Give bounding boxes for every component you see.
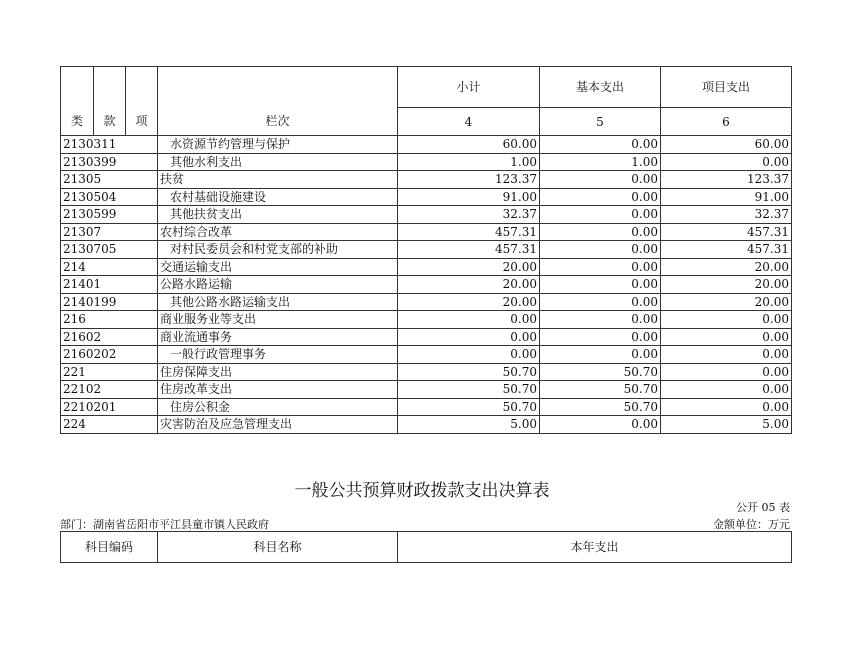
row-code: 22102 [61, 381, 158, 399]
row-name: 农村综合改革 [158, 223, 398, 241]
row-project: 457.31 [661, 241, 792, 259]
row-project: 0.00 [661, 311, 792, 329]
row-basic: 0.00 [540, 171, 661, 189]
row-name: 公路水路运输 [158, 276, 398, 294]
row-code: 214 [61, 258, 158, 276]
row-code: 2210201 [61, 398, 158, 416]
row-basic: 50.70 [540, 381, 661, 399]
row-name: 一般行政管理事务 [158, 346, 398, 364]
row-project: 123.37 [661, 171, 792, 189]
row-code: 2130599 [61, 206, 158, 224]
row-subtotal: 0.00 [398, 328, 540, 346]
row-name: 住房改革支出 [158, 381, 398, 399]
row-basic: 0.00 [540, 276, 661, 294]
row-subtotal: 123.37 [398, 171, 540, 189]
row-basic: 50.70 [540, 398, 661, 416]
header-blank-name [158, 67, 398, 108]
row-project: 457.31 [661, 223, 792, 241]
header-row-2 [61, 108, 792, 136]
table-row [61, 171, 792, 189]
row-project: 0.00 [661, 381, 792, 399]
row-name: 商业服务业等支出 [158, 311, 398, 329]
row-basic: 0.00 [540, 223, 661, 241]
row-name: 其他扶贫支出 [158, 206, 398, 224]
row-name: 商业流通事务 [158, 328, 398, 346]
row-basic: 0.00 [540, 293, 661, 311]
row-project: 32.37 [661, 206, 792, 224]
row-name: 对村民委员会和村党支部的补助 [158, 241, 398, 259]
header-row-1 [61, 67, 792, 108]
row-subtotal: 20.00 [398, 293, 540, 311]
row-code: 21401 [61, 276, 158, 294]
header-subject-name: 科目名称 [158, 532, 398, 563]
row-project: 0.00 [661, 328, 792, 346]
row-code: 2130504 [61, 188, 158, 206]
row-code: 21305 [61, 171, 158, 189]
row-basic: 0.00 [540, 416, 661, 434]
row-subtotal: 50.70 [398, 398, 540, 416]
table-row [61, 363, 792, 381]
row-code: 2130399 [61, 153, 158, 171]
table-row [61, 346, 792, 364]
row-name: 灾害防治及应急管理支出 [158, 416, 398, 434]
header-lei: 类 [61, 108, 94, 136]
row-basic: 0.00 [540, 188, 661, 206]
table-row [61, 293, 792, 311]
table-row [61, 241, 792, 259]
table-row [61, 398, 792, 416]
row-subtotal: 457.31 [398, 223, 540, 241]
section-title: 一般公共预算财政拨款支出决算表 [294, 481, 550, 501]
expenditure-table [60, 66, 792, 434]
row-code: 21602 [61, 328, 158, 346]
table-row [61, 258, 792, 276]
table-row [61, 311, 792, 329]
row-project: 91.00 [661, 188, 792, 206]
row-name: 其他水利支出 [158, 153, 398, 171]
second-table [60, 531, 792, 563]
row-code: 2140199 [61, 293, 158, 311]
table-row [61, 223, 792, 241]
row-subtotal: 20.00 [398, 258, 540, 276]
row-name: 交通运输支出 [158, 258, 398, 276]
header-year-expenditure: 本年支出 [398, 532, 792, 563]
row-code: 2130311 [61, 136, 158, 154]
table-row [61, 153, 792, 171]
row-project: 20.00 [661, 276, 792, 294]
table-body [61, 136, 792, 434]
row-subtotal: 5.00 [398, 416, 540, 434]
table-row [61, 328, 792, 346]
header-basic: 基本支出 [540, 67, 661, 108]
second-header-row [61, 532, 792, 563]
header-kuan: 款 [94, 108, 126, 136]
row-project: 0.00 [661, 346, 792, 364]
form-code: 公开 05 表 [736, 501, 790, 514]
header-lanci: 栏次 [158, 108, 398, 136]
row-subtotal: 457.31 [398, 241, 540, 259]
row-subtotal: 20.00 [398, 276, 540, 294]
table-row [61, 276, 792, 294]
row-basic: 0.00 [540, 346, 661, 364]
row-code: 216 [61, 311, 158, 329]
table-row [61, 136, 792, 154]
row-code: 224 [61, 416, 158, 434]
row-subtotal: 0.00 [398, 311, 540, 329]
row-project: 20.00 [661, 258, 792, 276]
row-project: 0.00 [661, 153, 792, 171]
row-subtotal: 1.00 [398, 153, 540, 171]
row-name: 农村基础设施建设 [158, 188, 398, 206]
row-code: 2130705 [61, 241, 158, 259]
row-subtotal: 0.00 [398, 346, 540, 364]
header-subtotal: 小计 [398, 67, 540, 108]
table-row [61, 188, 792, 206]
row-basic: 0.00 [540, 241, 661, 259]
header-blank-kuan [94, 67, 126, 108]
row-basic: 0.00 [540, 258, 661, 276]
header-project: 项目支出 [661, 67, 792, 108]
row-name: 住房公积金 [158, 398, 398, 416]
row-code: 21307 [61, 223, 158, 241]
row-name: 扶贫 [158, 171, 398, 189]
row-code: 2160202 [61, 346, 158, 364]
row-subtotal: 32.37 [398, 206, 540, 224]
row-name: 住房保障支出 [158, 363, 398, 381]
header-xiang: 项 [126, 108, 158, 136]
row-code: 221 [61, 363, 158, 381]
row-project: 60.00 [661, 136, 792, 154]
header-col-num-6: 6 [661, 108, 792, 136]
header-col-num-4: 4 [398, 108, 540, 136]
header-col-num-5: 5 [540, 108, 661, 136]
header-blank-lei [61, 67, 94, 108]
header-subject-code: 科目编码 [61, 532, 158, 563]
row-project: 0.00 [661, 398, 792, 416]
department-label: 部门：湖南省岳阳市平江县童市镇人民政府 [60, 518, 269, 531]
row-basic: 0.00 [540, 206, 661, 224]
table-row [61, 206, 792, 224]
row-basic: 50.70 [540, 363, 661, 381]
row-project: 5.00 [661, 416, 792, 434]
row-basic: 0.00 [540, 136, 661, 154]
row-project: 0.00 [661, 363, 792, 381]
row-subtotal: 60.00 [398, 136, 540, 154]
row-basic: 0.00 [540, 328, 661, 346]
row-name: 水资源节约管理与保护 [158, 136, 398, 154]
table-row [61, 381, 792, 399]
row-subtotal: 50.70 [398, 363, 540, 381]
row-basic: 0.00 [540, 311, 661, 329]
row-subtotal: 50.70 [398, 381, 540, 399]
table-row [61, 416, 792, 434]
row-subtotal: 91.00 [398, 188, 540, 206]
header-blank-xiang [126, 67, 158, 108]
row-project: 20.00 [661, 293, 792, 311]
row-basic: 1.00 [540, 153, 661, 171]
unit-label: 金额单位：万元 [713, 518, 790, 531]
row-name: 其他公路水路运输支出 [158, 293, 398, 311]
